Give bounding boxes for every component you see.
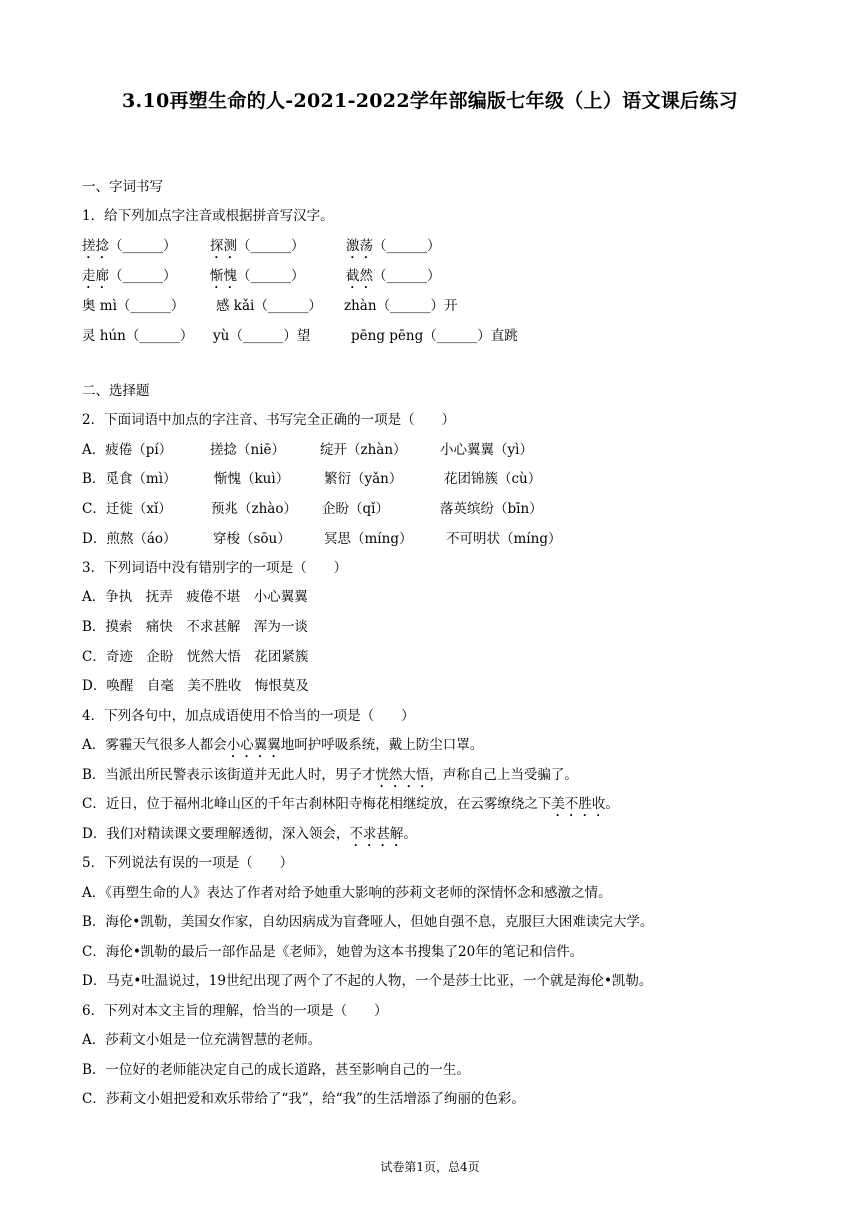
answer-blank: （______）: [109, 238, 177, 254]
q4-option-a: [82, 735, 483, 761]
q4-text: C．近日，位于福州北峰山区的千年古刹林阳寺梅花相继绽放，在云雾缭绕之下: [82, 796, 552, 812]
q5-option-c: C．海伦•凯勒的最后一部作品是《老师》，她曾为这本书搜集了20年的笔记和信件。: [82, 944, 584, 960]
q4-idiom: 恍然大悟: [375, 767, 430, 783]
q4-idiom: 美不胜收: [551, 796, 606, 812]
q1-word: 探测: [210, 238, 237, 254]
answer-blank: （______）: [229, 328, 297, 344]
q4-text: D．我们对精读课文要理解透彻，深入领会，: [82, 826, 350, 842]
q1-word: 激荡: [346, 238, 373, 254]
q3-option-b: B．摸索 痛快 不求甚解 浑为一谈: [82, 619, 308, 635]
section-heading-1: 一、字词书写: [82, 179, 163, 195]
answer-blank: （______）: [373, 238, 441, 254]
q1-row-1: [82, 236, 782, 256]
q2-item: 繁衍（yǎn）: [324, 471, 403, 487]
answer-blank: （______）: [109, 268, 177, 284]
q1-suffix: 望: [296, 328, 311, 344]
answer-blank: （______）: [423, 328, 491, 344]
q2-option-c: [82, 499, 782, 519]
answer-blank: （______）: [125, 328, 194, 344]
q2-item: 花团锦簇（cù）: [444, 471, 542, 487]
q1-row-2: [82, 266, 782, 286]
q2-option-b: [82, 469, 782, 489]
question-3-stem: 3．下列词语中没有错别字的一项是（ ）: [82, 560, 348, 576]
question-4-stem: 4．下列各句中，加点成语使用不恰当的一项是（ ）: [82, 708, 415, 724]
q1-row-4: [82, 326, 782, 346]
q6-option-b: B．一位好的老师能决定自己的成长道路，甚至影响自己的一生。: [82, 1062, 470, 1078]
q2-item: D．煎熬（áo）: [82, 531, 177, 547]
q6-option-c: C．莎莉文小姐把爱和欢乐带给了“我”，给“我”的生活增添了绚丽的色彩。: [82, 1091, 525, 1107]
q2-option-a: [82, 440, 782, 460]
answer-blank: （______）: [116, 298, 185, 314]
q2-item: 小心翼翼（yì）: [440, 442, 533, 458]
q2-item: 惭愧（kuì）: [214, 471, 290, 487]
question-5-stem: 5．下列说法有误的一项是（ ）: [82, 855, 294, 871]
q2-item: 搓捻（niē）: [210, 442, 286, 458]
q2-item: 不可明状（míng）: [446, 531, 562, 547]
q4-option-b: [82, 765, 578, 791]
q4-text: 。: [605, 796, 619, 812]
answer-blank: （______）: [373, 268, 441, 284]
q1-suffix: 直跳: [490, 328, 518, 344]
q4-idiom: 不求甚解: [349, 826, 404, 842]
q1-pinyin: yù: [213, 328, 230, 344]
question-2-stem: 2．下面词语中加点的字注音、书写完全正确的一项是（ ）: [82, 412, 456, 428]
q4-text: 地呵护呼吸系统，戴上防尘口罩。: [280, 737, 484, 753]
q2-item: 穿梭（sōu）: [213, 531, 291, 547]
q2-item: C．迁徙（xǐ）: [82, 501, 172, 517]
q6-option-a: A．莎莉文小姐是一位充满智慧的老师。: [82, 1032, 322, 1048]
q4-text: ，声称自己上当受骗了。: [429, 767, 578, 783]
q3-option-d: D．唤醒 自毫 美不胜收 悔恨莫及: [82, 678, 309, 694]
q5-option-b: B．海伦•凯勒，美国女作家，自幼因病成为盲聋哑人，但她自强不息，克服巨大困难读完大学。: [82, 914, 654, 930]
answer-blank: （______）: [237, 238, 305, 254]
q2-item: 冥思（míng）: [324, 531, 413, 547]
q5-option-d: D．马克•吐温说过，19世纪出现了两个了不起的人物，一个是莎士比亚，一个就是海伦•凯勒。: [82, 973, 653, 989]
q4-text: 。: [403, 826, 417, 842]
q1-word: 搓捻: [82, 238, 109, 254]
q2-item: 落英缤纷（bīn）: [440, 501, 543, 517]
q1-pinyin: 灵 hún: [82, 328, 126, 344]
question-1-stem: 1．给下列加点字注音或根据拼音写汉字。: [82, 208, 334, 224]
q1-pinyin: pēng pēng: [351, 328, 424, 344]
q2-item: 企盼（qǐ）: [322, 501, 389, 517]
q3-option-c: C．奇迹 企盼 恍然大悟 花团紧簇: [82, 649, 309, 665]
q4-text: A．雾霾天气很多人都会: [82, 737, 227, 753]
question-6-stem: 6．下列对本文主旨的理解，恰当的一项是（ ）: [82, 1003, 388, 1019]
q2-item: 绽开（zhàn）: [320, 442, 407, 458]
answer-blank: （______）: [237, 268, 305, 284]
q1-word: 截然: [346, 268, 373, 284]
q1-pinyin: 奥 mì: [82, 298, 117, 314]
q5-option-a: A．《再塑生命的人》表达了作者对给予她重大影响的莎莉文老师的深情怀念和感激之情。: [82, 885, 612, 901]
q1-word: 惭愧: [210, 268, 237, 284]
q1-pinyin: zhàn: [344, 298, 377, 314]
q1-pinyin: 感 kǎi: [216, 298, 255, 314]
q1-word: 走廊: [82, 268, 109, 284]
page-footer: 试卷第1页，总4页: [380, 1160, 480, 1174]
q2-item: A．疲倦（pí）: [82, 442, 173, 458]
q1-row-3: [82, 296, 782, 316]
section-heading-2: 二、选择题: [82, 383, 150, 399]
page-title: 3.10再塑生命的人-2021-2022学年部编版七年级（上）语文课后练习: [122, 90, 738, 112]
q2-item: 预兆（zhào）: [211, 501, 297, 517]
q3-option-a: A．争执 抚弄 疲倦不堪 小心翼翼: [82, 589, 308, 605]
q2-item: B．觅食（mì）: [82, 471, 177, 487]
q4-option-d: [82, 824, 417, 850]
q4-text: B．当派出所民警表示该街道并无此人时，男子才: [82, 767, 376, 783]
answer-blank: （______）: [254, 298, 322, 314]
q4-idiom: 小心翼翼: [226, 737, 281, 753]
q1-suffix: 开: [444, 298, 458, 314]
q4-option-c: [82, 794, 619, 820]
answer-blank: （______）: [376, 298, 445, 314]
q2-option-d: [82, 529, 782, 549]
